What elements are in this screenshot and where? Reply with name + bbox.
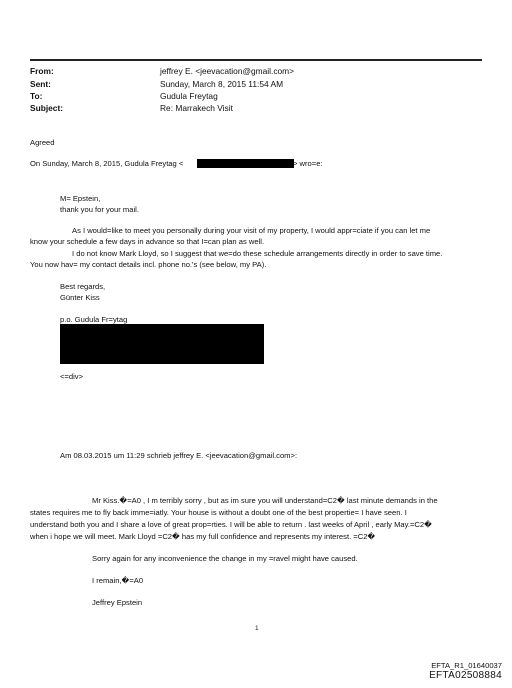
subject-label: Subject: — [30, 103, 64, 113]
paragraph2-line1: I do not know Mark Lloyd, so I suggest that we=do these schedule arrangements directly in order to save time. — [72, 249, 443, 258]
paragraph1-line1: As I would=like to meet you personally during your visit of my property, I would appr=ciate if you can let me — [72, 226, 431, 235]
redaction-bar — [197, 159, 294, 168]
earlier-message-header: Am 08.03.2015 um 11:29 schrieb jeffrey E. <jeevacation@gmail.com>: — [60, 451, 298, 460]
redaction-block — [60, 324, 264, 364]
apology-line: Sorry again for any inconvenience the change in my =ravel might have caused. — [92, 554, 358, 563]
thanks-line: thank you for your mail. — [60, 205, 139, 214]
paragraph1-line2: know your schedule a few days in advance so that I=can plan as well. — [30, 237, 265, 246]
from-label: From: — [30, 66, 54, 76]
paragraph2-line2: You now hav= my contact details incl. phone no.'s (see below, my PA). — [30, 260, 267, 269]
salutation: M= Epstein, — [60, 194, 101, 203]
from-value: jeffrey E. <jeevacation@gmail.com> — [160, 66, 295, 76]
remain-line: I remain,�=A0 — [92, 576, 144, 585]
page-number: 1 — [255, 625, 259, 632]
sent-label: Sent: — [30, 79, 51, 89]
div-tag-text: <=div> — [60, 372, 84, 381]
subject-value: Re: Marrakech Visit — [160, 103, 233, 113]
footer-ref-code: EFTA_R1_01640037 — [431, 661, 502, 670]
header-rule — [30, 59, 482, 61]
footer-bates-number: EFTA02508884 — [429, 670, 502, 681]
sent-value: Sunday, March 8, 2015 11:54 AM — [160, 79, 284, 89]
bates-footer — [429, 661, 502, 681]
closing-line: Best regards, — [60, 282, 106, 291]
earlier-line1: Mr Kiss.�=A0 , I m terribly sorry , but as im sure you will understand=C2� last minute demands in the — [92, 496, 438, 505]
quote-intro-before: On Sunday, March 8, 2015, Gudula Freytag < — [30, 159, 184, 168]
to-label: To: — [30, 91, 43, 101]
po-line: p.o. Gudula Fr=ytag — [60, 315, 128, 324]
earlier-line4: when i hope we will meet. Mark Lloyd =C2� has my full confidence and represents my interest. =C2� — [30, 532, 376, 541]
quote-intro-after: > wro=e: — [293, 159, 323, 168]
signature-line: Jeffrey Epstein — [92, 598, 143, 607]
earlier-line3: understand both you and I share a love of great prop=rties. I will be able to return . last weeks of April , early May.=C2� — [30, 520, 432, 529]
earlier-line2: states requires me to fly back imme=iatly. Your house is without a doubt one of the best propertie= I have seen. I — [30, 508, 407, 517]
reply-text: Agreed — [30, 138, 55, 147]
to-value: Gudula Freytag — [160, 91, 218, 101]
sender-name: Günter Kiss — [60, 293, 100, 302]
